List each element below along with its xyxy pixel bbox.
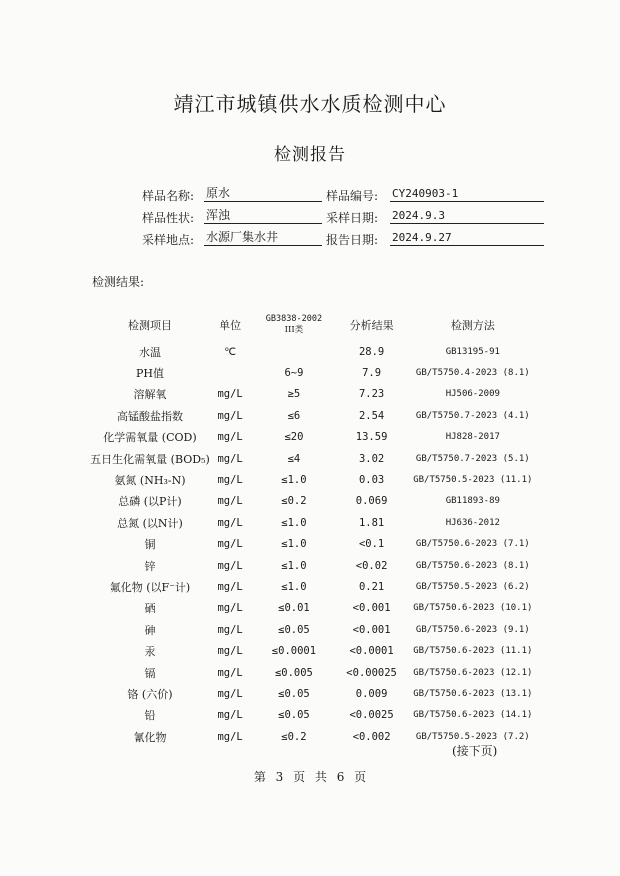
cell-standard: ≤0.05 [278, 623, 310, 636]
cell-method: GB13195-91 [445, 346, 500, 357]
cell-result: <0.02 [355, 559, 388, 572]
cell-unit: mg/L [217, 495, 243, 508]
table-row [90, 598, 540, 619]
cell-unit: mg/L [217, 709, 243, 722]
cell-standard: ≤0.005 [274, 666, 313, 679]
cell-result: <0.001 [352, 602, 391, 615]
table-row [90, 491, 540, 512]
table-row [90, 384, 540, 405]
results-body [90, 341, 540, 747]
table-row [90, 534, 540, 555]
cell-result: 7.23 [358, 388, 385, 401]
cell-unit: mg/L [217, 409, 243, 422]
cell-standard: ≤1.0 [281, 538, 307, 551]
sample-name-value: 原水 [204, 186, 322, 202]
results-heading: 检测结果: [92, 275, 145, 289]
cell-method: GB/T5750.6-2023 (13.1) [413, 688, 533, 699]
cell-item: PH值 [135, 367, 164, 381]
cell-method: HJ506-2009 [445, 389, 500, 400]
cell-method: GB/T5750.6-2023 (8.1) [415, 560, 530, 571]
sample-number-value: CY240903-1 [390, 186, 544, 202]
cell-unit: ℃ [224, 345, 237, 358]
sampling-date-value: 2024.9.3 [390, 208, 544, 224]
table-row [90, 662, 540, 683]
cell-standard: ≤0.0001 [271, 645, 317, 658]
cell-method: HJ636-2012 [445, 517, 500, 528]
cell-unit: mg/L [217, 602, 243, 615]
cell-standard [250, 341, 337, 362]
cell-standard: ≤1.0 [281, 559, 307, 572]
cell-unit: mg/L [217, 452, 243, 465]
page-indicator: 第 3 页 共 6 页 [253, 770, 367, 784]
cell-item: 溶解氧 [133, 388, 167, 402]
cell-standard: 6~9 [284, 367, 304, 380]
cell-method: HJ828-2017 [445, 432, 500, 443]
cell-result: 3.02 [358, 452, 385, 465]
cell-unit: mg/L [217, 687, 243, 700]
col-header-method: 检测方法 [450, 319, 495, 332]
cell-item: 氟化物 (以F⁻计) [109, 580, 191, 594]
table-row [90, 640, 540, 661]
cell-method: GB11893-89 [445, 496, 500, 507]
results-header-row [90, 309, 540, 341]
cell-unit: mg/L [217, 666, 243, 679]
cell-standard: ≤6 [287, 409, 301, 422]
sample-character-value: 浑浊 [204, 208, 322, 224]
cell-result: 28.9 [358, 345, 385, 358]
col-header-item: 检测项目 [127, 319, 172, 332]
cell-method: GB/T5750.5-2023 (7.2) [415, 731, 530, 742]
table-row [90, 683, 540, 704]
cell-item: 铅 [144, 709, 156, 723]
cell-standard: ≥5 [287, 388, 301, 401]
cell-standard: ≤0.2 [281, 730, 307, 743]
cell-standard: ≤0.01 [278, 602, 310, 615]
cell-item: 砷 [144, 623, 156, 637]
cell-item: 汞 [144, 645, 156, 659]
table-row [90, 469, 540, 490]
table-row [90, 427, 540, 448]
cell-standard: ≤1.0 [281, 516, 307, 529]
cell-result: 1.81 [358, 516, 385, 529]
cell-method: GB/T5750.6-2023 (10.1) [413, 603, 533, 614]
table-row [90, 405, 540, 426]
cell-method: GB/T5750.5-2023 (11.1) [413, 475, 533, 486]
cell-item: 高锰酸盐指数 [116, 409, 183, 423]
table-row [90, 341, 540, 362]
sample-name-label: 样品名称: [142, 189, 195, 203]
cell-unit: mg/L [217, 516, 243, 529]
cell-method: GB/T5750.6-2023 (9.1) [415, 624, 530, 635]
cell-method: GB/T5750.7-2023 (4.1) [415, 410, 530, 421]
cell-item: 硒 [144, 602, 156, 616]
cell-item: 化学需氧量 (COD) [103, 431, 197, 445]
cell-unit: mg/L [217, 388, 243, 401]
table-row [90, 619, 540, 640]
cell-item: 锌 [144, 559, 156, 573]
cell-result: <0.00025 [346, 666, 397, 679]
cell-method: GB/T5750.6-2023 (14.1) [413, 710, 533, 721]
sample-number-label: 样品编号: [326, 189, 379, 203]
report-title: 检测报告 [274, 145, 346, 165]
col-header-standard [250, 309, 337, 341]
cell-item: 水温 [138, 345, 161, 359]
sampling-location-label: 采样地点: [142, 233, 195, 247]
cell-unit: mg/L [217, 431, 243, 444]
cell-result: 0.03 [358, 474, 385, 487]
table-row [90, 448, 540, 469]
cell-result: <0.1 [358, 538, 385, 551]
cell-method: GB/T5750.4-2023 (8.1) [415, 368, 530, 379]
cell-result: 13.59 [355, 431, 388, 444]
cell-result: 2.54 [358, 409, 385, 422]
cell-method: GB/T5750.7-2023 (5.1) [415, 453, 530, 464]
cell-standard: ≤20 [284, 431, 304, 444]
cell-standard: ≤0.2 [281, 495, 307, 508]
cell-method: GB/T5750.6-2023 (11.1) [413, 646, 533, 657]
table-row [90, 362, 540, 383]
cell-method: GB/T5750.5-2023 (6.2) [415, 581, 530, 592]
cell-item: 铬 (六价) [127, 687, 173, 701]
cell-unit: mg/L [217, 580, 243, 593]
cell-unit: mg/L [217, 474, 243, 487]
col-header-standard-line1: GB3838-2002 [265, 314, 323, 324]
col-header-standard-line2: III类 [284, 325, 304, 335]
sampling-date-label: 采样日期: [326, 211, 379, 225]
cell-result: 7.9 [362, 367, 382, 380]
organization-title: 靖江市城镇供水水质检测中心 [173, 92, 447, 116]
table-row [90, 705, 540, 726]
cell-standard: ≤0.05 [278, 709, 310, 722]
cell-item: 氰化物 [133, 730, 167, 744]
table-row [90, 576, 540, 597]
cell-method: GB/T5750.6-2023 (7.1) [415, 539, 530, 550]
table-row [90, 512, 540, 533]
cell-method: GB/T5750.6-2023 (12.1) [413, 667, 533, 678]
cell-item: 五日生化需氧量 (BOD₅) [90, 452, 210, 466]
cell-result: 0.21 [358, 580, 385, 593]
cell-item: 镉 [144, 666, 156, 680]
cell-result: <0.002 [352, 730, 391, 743]
cell-result: <0.0001 [349, 645, 394, 658]
cell-standard: ≤4 [287, 452, 301, 465]
cell-unit: mg/L [217, 538, 243, 551]
cell-result: 0.069 [355, 495, 388, 508]
cell-unit: mg/L [217, 730, 243, 743]
results-table [90, 309, 540, 747]
cell-unit: mg/L [217, 623, 243, 636]
cell-standard: ≤1.0 [281, 474, 307, 487]
continued-note: (接下页) [452, 744, 498, 758]
table-row [90, 555, 540, 576]
col-header-unit: 单位 [219, 319, 242, 332]
col-header-result: 分析结果 [349, 319, 394, 332]
cell-item: 氨氮 (NH₃-N) [114, 474, 186, 488]
cell-unit: mg/L [217, 645, 243, 658]
cell-result: 0.009 [355, 687, 388, 700]
cell-item: 总氮 (以N计) [117, 516, 183, 530]
cell-standard: ≤0.05 [278, 687, 310, 700]
report-date-value: 2024.9.27 [390, 230, 544, 246]
cell-item: 总磷 (以P计) [118, 495, 182, 509]
cell-result: <0.001 [352, 623, 391, 636]
sample-character-label: 样品性状: [142, 211, 195, 225]
cell-standard: ≤1.0 [281, 580, 307, 593]
cell-unit: mg/L [217, 559, 243, 572]
sampling-location-value: 水源厂集水井 [204, 230, 322, 246]
cell-item: 铜 [144, 538, 156, 552]
cell-unit [210, 362, 250, 383]
report-date-label: 报告日期: [326, 233, 379, 247]
cell-result: <0.0025 [349, 709, 394, 722]
